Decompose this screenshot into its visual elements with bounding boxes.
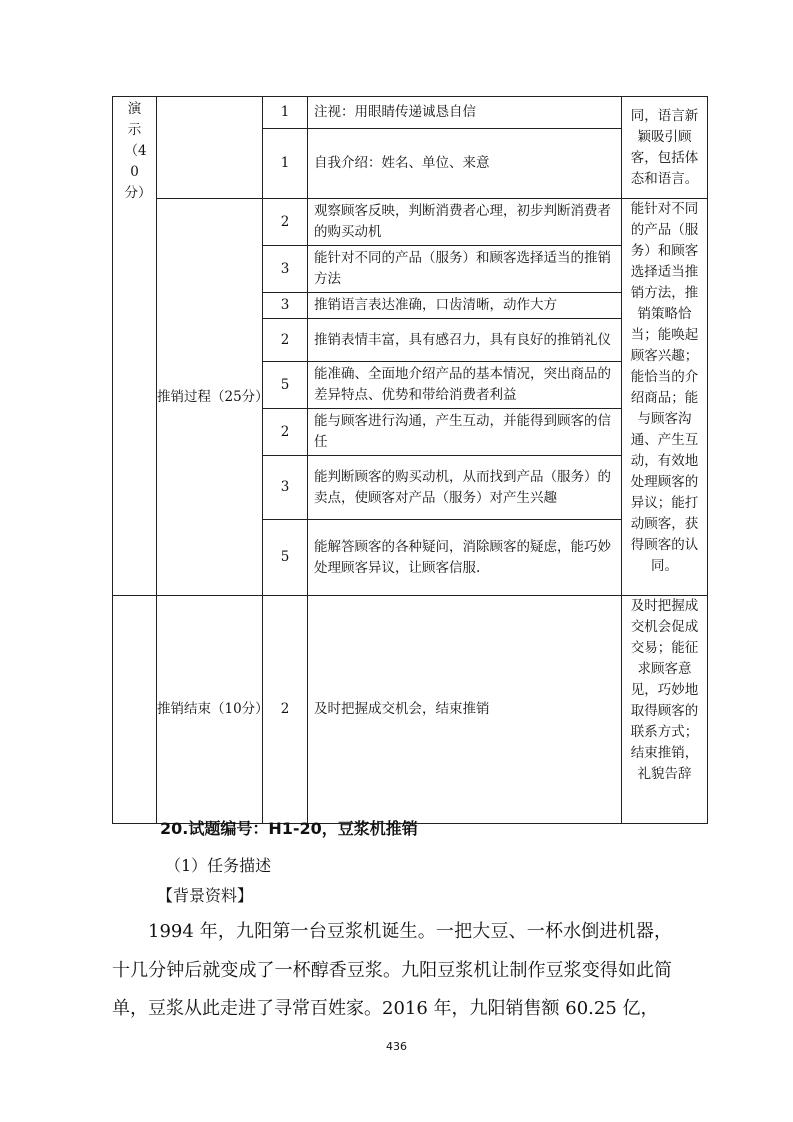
content-cell: 能与顾客进行沟通，产生互动，并能得到顾客的信任 — [308, 409, 622, 456]
score-cell: 2 — [263, 409, 308, 456]
page-number: 436 — [386, 1040, 407, 1053]
scoring-table — [112, 96, 708, 824]
background-title: 【背景资料】 — [157, 886, 254, 905]
table-row — [113, 596, 708, 824]
score-cell: 1 — [263, 97, 308, 129]
table-row — [113, 97, 708, 129]
score-cell: 5 — [263, 520, 308, 596]
table-row — [113, 199, 708, 246]
background-paragraph: 1994 年，九阳第一台豆浆机诞生。一把大豆、一杯水倒进机器，十几分钟后就变成了一杯醇香豆浆。九阳豆浆机让制作豆浆变得如此简单，豆浆从此走进了寻常百姓家。2016 年，九阳销售额 60.25 亿， — [112, 921, 672, 1019]
section-label: 演示（40分） — [124, 101, 152, 201]
content-cell: 注视：用眼睛传递诚恳自信 — [308, 97, 622, 129]
empty-stage-cell — [157, 97, 263, 199]
score-cell: 3 — [263, 456, 308, 520]
score-cell: 2 — [263, 596, 308, 824]
content-cell: 推销语言表达准确，口齿清晰，动作大方 — [308, 293, 622, 319]
score-cell: 2 — [263, 319, 308, 362]
section-cell — [113, 97, 157, 596]
content-cell: 观察顾客反映，判断消费者心理，初步判断消费者的购买动机 — [308, 199, 622, 246]
criteria-cell: 同，语言新颖吸引顾客，包括体态和语言。 — [622, 97, 708, 199]
content-cell: 能解答顾客的各种疑问，消除顾客的疑虑，能巧妙处理顾客异议，让顾客信服. — [308, 520, 622, 596]
criteria-cell: 能针对不同的产品（服务）和顾客选择适当推销方法，推销策略恰当；能唤起顾客兴趣；能恰当的介绍商品；能与顾客沟通、产生互动，有效地处理顾客的异议；能打动顾客，获得顾客的认同。 — [622, 199, 708, 596]
score-cell: 3 — [263, 293, 308, 319]
score-cell: 2 — [263, 199, 308, 246]
criteria-cell: 及时把握成交机会促成交易；能征求顾客意见，巧妙地取得顾客的联系方式；结束推销，礼貌告辞 — [622, 596, 708, 824]
content-cell: 能针对不同的产品（服务）和顾客选择适当的推销方法 — [308, 246, 622, 293]
content-cell: 推销表情丰富，具有感召力，具有良好的推销礼仪 — [308, 319, 622, 362]
content-cell: 能判断顾客的购买动机，从而找到产品（服务）的卖点，使顾客对产品（服务）对产生兴趣 — [308, 456, 622, 520]
content-cell: 能准确、全面地介绍产品的基本情况，突出商品的差异特点、优势和带给消费者利益 — [308, 362, 622, 409]
score-cell: 3 — [263, 246, 308, 293]
empty-section-cell — [113, 596, 157, 824]
content-cell: 自我介绍：姓名、单位、来意 — [308, 129, 622, 199]
question-heading: 20.试题编号：H1-20，豆浆机推销 — [160, 819, 418, 838]
score-cell: 1 — [263, 129, 308, 199]
stage-cell: 推销过程（25分） — [157, 199, 263, 596]
content-cell: 及时把握成交机会，结束推销 — [308, 596, 622, 824]
stage-cell: 推销结束（10分） — [157, 596, 263, 824]
task-subheading: （1）任务描述 — [165, 856, 272, 875]
score-cell: 5 — [263, 362, 308, 409]
